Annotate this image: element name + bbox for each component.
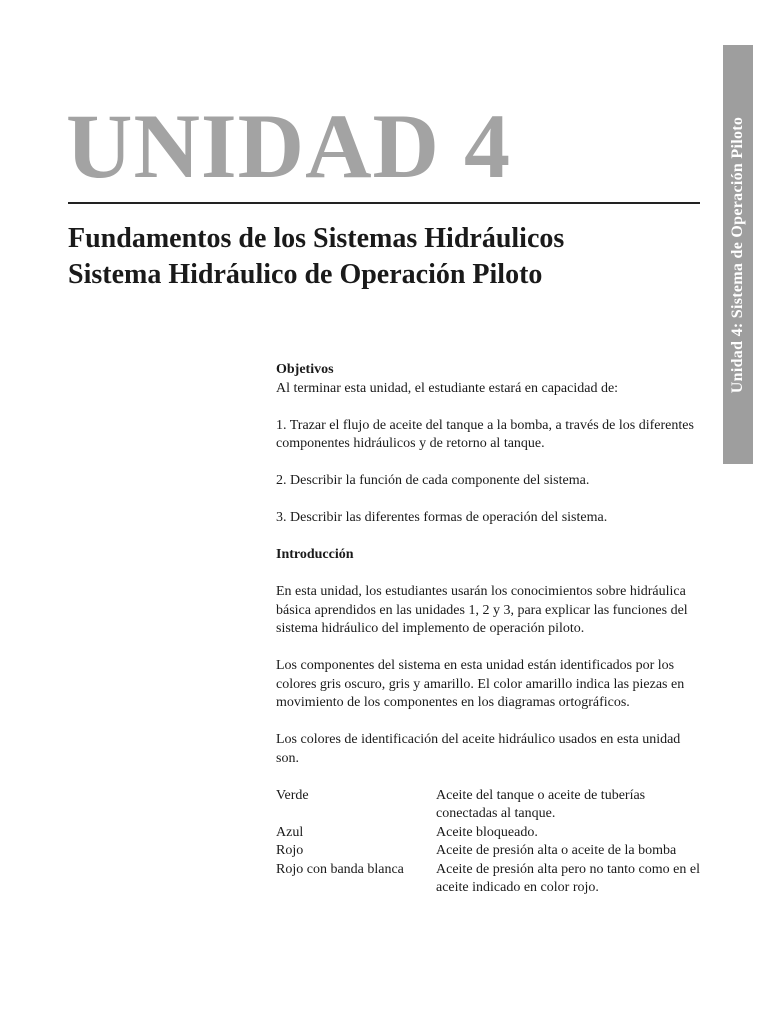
introduction-heading: Introducción [276,547,354,562]
objective-item: 2. Describir la función de cada componente del sistema. [276,473,590,488]
introduction-paragraph: Los colores de identificación del aceite hidráulico usados en esta unidad son. [276,732,681,766]
title-divider [68,202,700,204]
oil-color-name: Verde [276,787,309,803]
introduction-paragraph: En esta unidad, los estudiantes usarán los conocimientos sobre hidráulica básica aprendidos en las unidades 1, 2 y 3, para explicar las funciones del sistema hidráulico del implemento de operación piloto. [276,584,688,636]
oil-color-description: Aceite de presión alta o aceite de la bomba [436,843,677,858]
objective-item: 3. Describir las diferentes formas de operación del sistema. [276,510,608,525]
objectives-heading: Objetivos [276,362,334,377]
oil-color-row [276,861,706,898]
oil-color-row [276,842,706,861]
oil-color-row [276,824,706,843]
subtitle-line-1: Fundamentos de los Sistemas Hidráulicos [68,223,565,254]
oil-color-name: Azul [276,824,304,840]
oil-color-name: Rojo [276,843,304,858]
oil-color-row [276,787,706,824]
side-chapter-tab [723,45,753,464]
introduction-paragraph: Los componentes del sistema en esta unidad están identificados por los colores gris oscuro, gris y amarillo. El color amarillo indica las piezas en movimiento de los componentes en los diagramas ortográficos. [276,658,685,710]
objectives-intro: Al terminar esta unidad, el estudiante estará en capacidad de: [276,380,619,396]
objective-item: 1. Trazar el flujo de aceite del tanque a la bomba, a través de los diferentes componentes hidráulicos y de retorno al tanque. [276,417,694,451]
side-chapter-tab-label: Unidad 4: Sistema de Operación Piloto [729,116,746,393]
oil-color-description: Aceite bloqueado. [436,824,538,840]
subtitle-line-2: Sistema Hidráulico de Operación Piloto [68,259,543,290]
main-content [276,361,706,898]
oil-color-description: Aceite de presión alta pero no tanto como en el aceite indicado en color rojo. [436,861,700,895]
unit-title: UNIDAD 4 [66,95,511,197]
oil-color-name: Rojo con banda blanca [276,861,404,877]
oil-color-description: Aceite del tanque o aceite de tuberías conectadas al tanque. [436,787,646,821]
oil-color-table [276,787,706,898]
